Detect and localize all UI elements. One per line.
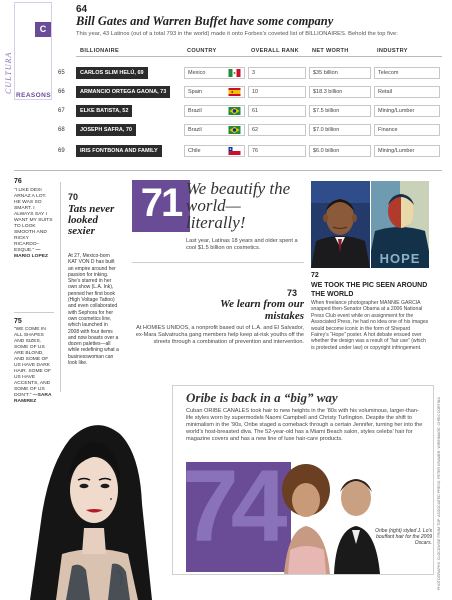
overall-rank-cell: 3 (248, 67, 306, 79)
brazil-flag-icon (228, 126, 241, 134)
story-71-body: Last year, Latinas 18 years and older spent a cool $1.5 billion on cosmetics. (186, 238, 298, 251)
top-story-headline: Bill Gates and Warren Buffet have some company (76, 14, 334, 28)
section-label: CULTURA (4, 51, 13, 94)
table-row (58, 64, 442, 83)
kat-von-d-photo (20, 394, 170, 600)
table-row (58, 83, 442, 102)
table-row (58, 121, 442, 140)
story-74-caption: Oribe (right) styled J. Lo’s bouffant hair for the 2009 Oscars. (375, 528, 432, 547)
item-number: 65 (58, 70, 65, 76)
country-cell (184, 67, 245, 79)
item-number-72: 72 (311, 272, 319, 279)
story-70-headline: Tats never looked sexier (68, 203, 115, 237)
item-number: 67 (58, 108, 65, 114)
quote-credit: —SARA RAMIREZ (14, 393, 52, 404)
country-cell (184, 86, 245, 98)
item-number: 68 (58, 127, 65, 133)
story-74-body: Cuban ORIBE CANALES took hair to new heights in the ’80s with his voluminous, larger-than-life styles worn by supermodels Naomi Campbell and Christy Turlington. Despite the shift to minimalism in the ’90s, Oribe staged a comeback through a certain Jennifer, turning her into the world’s host-breasted diva. The 52-year-old has a Miami Beach salon, styles celebs’ hair for magazine covers and has a new line of luxe hair-care products. (186, 408, 423, 443)
hope-poster-image (371, 181, 429, 268)
country-cell (184, 124, 245, 136)
story-72-headline: WE TOOK THE PIC SEEN AROUND THE WORLD (311, 282, 428, 298)
quote-mario-lopez (14, 188, 54, 260)
industry-cell: Mining/Lumber (374, 145, 440, 157)
top-story-intro: This year, 43 Latinos (out of a total 793 in the world) made it onto Forbes's coveted list of BILLIONAIRES. Behold the top five: (76, 31, 398, 37)
section-tab (14, 2, 52, 100)
billionaire-name: ELKE BATISTA, 52 (76, 105, 132, 117)
item-number-75: 75 (14, 318, 22, 325)
country-name: Mexico (188, 70, 206, 76)
column-header-billionaire: BILLIONAIRE (80, 48, 120, 54)
oribe-jlo-photo (272, 460, 388, 574)
quote-credit: —MARIO LOPEZ (14, 248, 48, 259)
brazil-flag-icon (228, 107, 241, 115)
net-worth-cell: $18.3 billion (309, 86, 371, 98)
net-worth-cell: $7.5 billion (309, 105, 371, 117)
photo-credits: PHOTOGRAPHS: CLOCKWISE FROM TOP: ASSOCIATED PRESS; PETER KRAMER; WIREIMAGE; CHRIS CORTINA (437, 397, 441, 590)
section-sub-label: REASONS (16, 92, 51, 99)
country-name: Chile (188, 148, 201, 154)
obama-photo (311, 181, 370, 268)
item-number-70: 70 (68, 192, 79, 202)
story-73-divider (132, 262, 304, 263)
billionaire-name: IRIS FONTBONA AND FAMILY (76, 145, 162, 157)
quote-text: “WE COME IN ALL SHAPES AND SIZES. SOME OF US ARE BLOND, AND SOME OF US HAVE DARK HAIR. SOME OF US HAVE ACCENTS, AND SOME OF US DON’T.” (14, 327, 51, 398)
billionaire-name: ARMANCIO ORTEGA GAONA, 73 (76, 86, 170, 98)
net-worth-cell: $7.0 billion (309, 124, 371, 136)
country-name: Spain (188, 89, 203, 95)
industry-cell: Retail (374, 86, 440, 98)
billionaire-name: JOSEPH SAFRA, 70 (76, 124, 136, 136)
table-header-divider (76, 56, 442, 57)
item-number-73: 73 (287, 288, 298, 298)
story-70-body: At 27, Mexico-born KAT VON D has built an empire around her passion for inking. She’s starred in her own show (L.A. Ink), penned her first book (High Voltage Tattoo) and even collaborated with Sephora for her own cosmetics line, which launched in 2008 with four items and now boasts over a dozen palettes—all while redefining what a businesswoman can look like. (68, 253, 119, 367)
country-cell (184, 105, 245, 117)
quote-text: “I LIKE DESI ARNAZ A LOT. HE WAS SO SMART. I ALWAYS SAY I WANT MY SUITS TO LOOK SMOOTH AND RICKY RICARDO–ESQUE.” (14, 188, 53, 253)
item-number-76: 76 (14, 178, 22, 185)
industry-cell: Telecom (374, 67, 440, 79)
item-number-64: 64 (76, 4, 88, 15)
section-letter-badge: C (35, 22, 51, 37)
item-number-74: 74 (182, 449, 280, 563)
story-71-headline: We beautify the world—literally! (186, 179, 291, 232)
spain-flag-icon (228, 88, 241, 96)
net-worth-cell: $6.0 billion (309, 145, 371, 157)
country-name: Brazil (188, 127, 202, 133)
country-name: Brazil (188, 108, 202, 114)
industry-cell: Mining/Lumber (374, 105, 440, 117)
item-number-71: 71 (140, 181, 182, 225)
table-row (58, 142, 442, 161)
item-number: 69 (58, 148, 65, 154)
story-72-body: When freelance photographer MANNIE GARCIA snapped then-Senator Obama at a 2006 National Press Club event while on assignment for the Associated Press, he had no idea one of his images would become iconic in the form of Shepard Fairey’s “Hope” poster. A hot debate ensued over whether the design was a result of “fair use” (which is protected under law) or copyright infringement. (311, 300, 429, 351)
column-header-net-worth: NET WORTH (312, 48, 349, 54)
overall-rank-cell: 76 (248, 145, 306, 157)
chile-flag-icon (228, 147, 241, 155)
story-73-body: At HOMIES UNIDOS, a nonprofit based out of L.A. and El Salvador, ex-Mara Salvatrucha gang members help keep at-risk youths off the streets through a combination of prevention and intervention. (135, 325, 304, 346)
hope-poster-text: HOPE (379, 251, 421, 266)
story-73-headline: We learn from our mistakes (220, 298, 304, 322)
story-74-headline: Oribe is back in a “big” way (186, 390, 338, 405)
table-row (58, 102, 442, 121)
overall-rank-cell: 62 (248, 124, 306, 136)
net-worth-cell: $35 billion (309, 67, 371, 79)
overall-rank-cell: 61 (248, 105, 306, 117)
quote-divider (14, 312, 54, 313)
section-divider (14, 170, 442, 171)
column-header-industry: INDUSTRY (377, 48, 408, 54)
billionaire-name: CARLOS SLIM HELÚ, 69 (76, 67, 148, 79)
overall-rank-cell: 10 (248, 86, 306, 98)
item-number: 66 (58, 89, 65, 95)
mexico-flag-icon (228, 69, 241, 77)
column-header-overall-rank: OVERALL RANK (251, 48, 299, 54)
column-header-country: COUNTRY (187, 48, 217, 54)
industry-cell: Finance (374, 124, 440, 136)
country-cell (184, 145, 245, 157)
